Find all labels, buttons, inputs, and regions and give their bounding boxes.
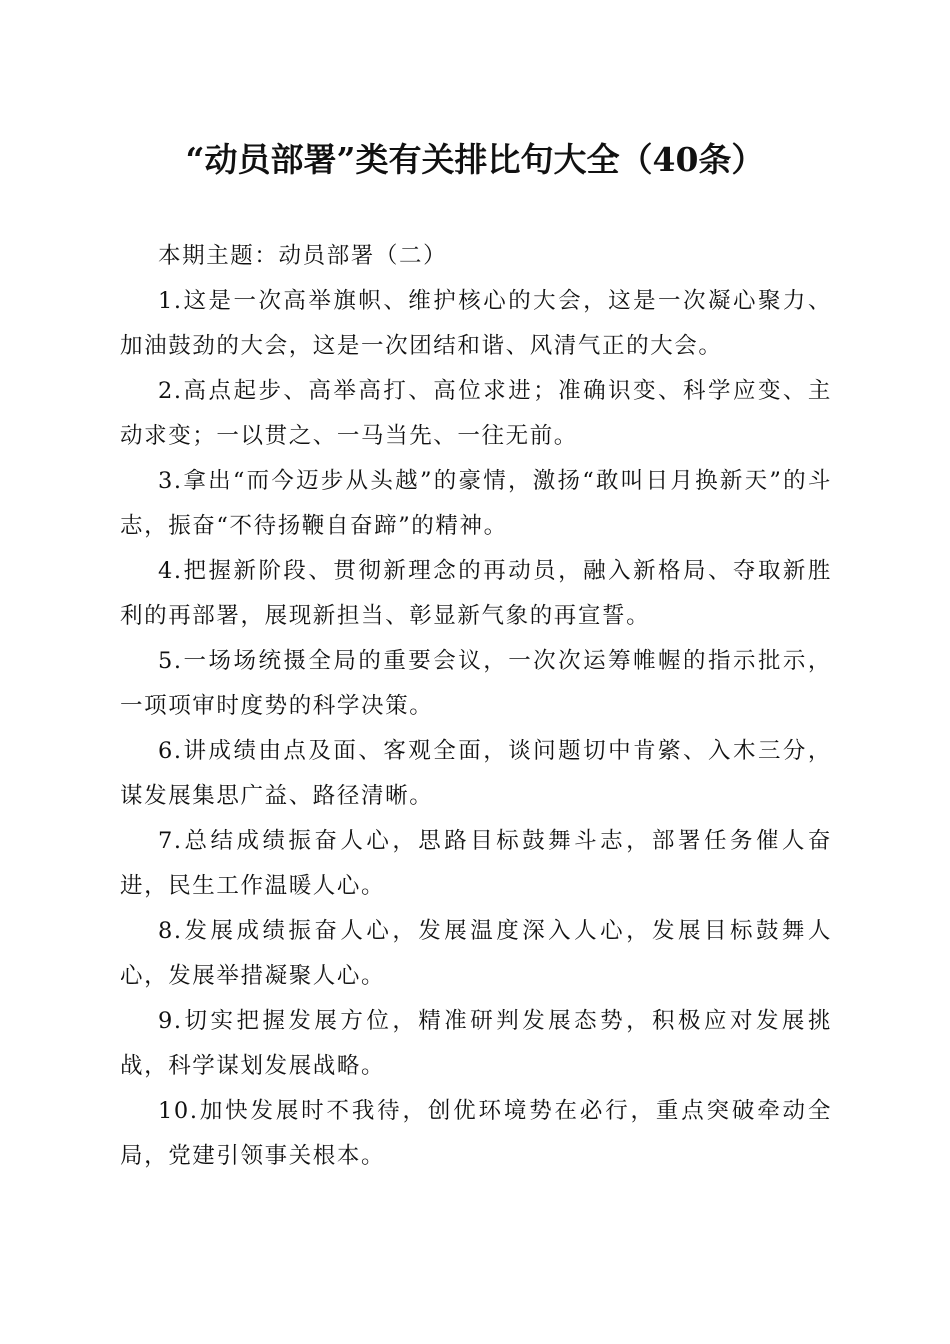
list-item-4: 4.把握新阶段、贯彻新理念的再动员，融入新格局、夺取新胜利的再部署，展现新担当、彰显新气象的再宣誓。 (120, 558, 832, 629)
list-item-6: 6.讲成绩由点及面、客观全面，谈问题切中肯綮、入木三分，谋发展集思广益、路径清晰。 (120, 738, 832, 809)
document-body (120, 234, 832, 1179)
list-item-9: 9.切实把握发展方位，精准研判发展态势，积极应对发展挑战，科学谋划发展战略。 (120, 1008, 832, 1079)
list-item-3: 3.拿出“而今迈步从头越”的豪情，激扬“敢叫日月换新天”的斗志，振奋“不待扬鞭自奋蹄”的精神。 (120, 468, 832, 539)
list-item-1: 1.这是一次高举旗帜、维护核心的大会，这是一次凝心聚力、加油鼓劲的大会，这是一次团结和谐、风清气正的大会。 (120, 288, 832, 359)
list-item-10: 10.加快发展时不我待，创优环境势在必行，重点突破牵动全局，党建引领事关根本。 (120, 1098, 832, 1169)
topic-line: 本期主题：动员部署（二） (158, 243, 448, 269)
page-title: “动员部署”类有关排比句大全（40条） (185, 140, 765, 179)
list-item-7: 7.总结成绩振奋人心，思路目标鼓舞斗志，部署任务催人奋进，民生工作温暖人心。 (120, 828, 832, 899)
list-item-8: 8.发展成绩振奋人心，发展温度深入人心，发展目标鼓舞人心，发展举措凝聚人心。 (120, 918, 832, 989)
list-item-5: 5.一场场统摄全局的重要会议，一次次运筹帷幄的指示批示，一项项审时度势的科学决策。 (120, 648, 832, 719)
list-item-2: 2.高点起步、高举高打、高位求进；准确识变、科学应变、主动求变；一以贯之、一马当先、一往无前。 (120, 378, 832, 449)
